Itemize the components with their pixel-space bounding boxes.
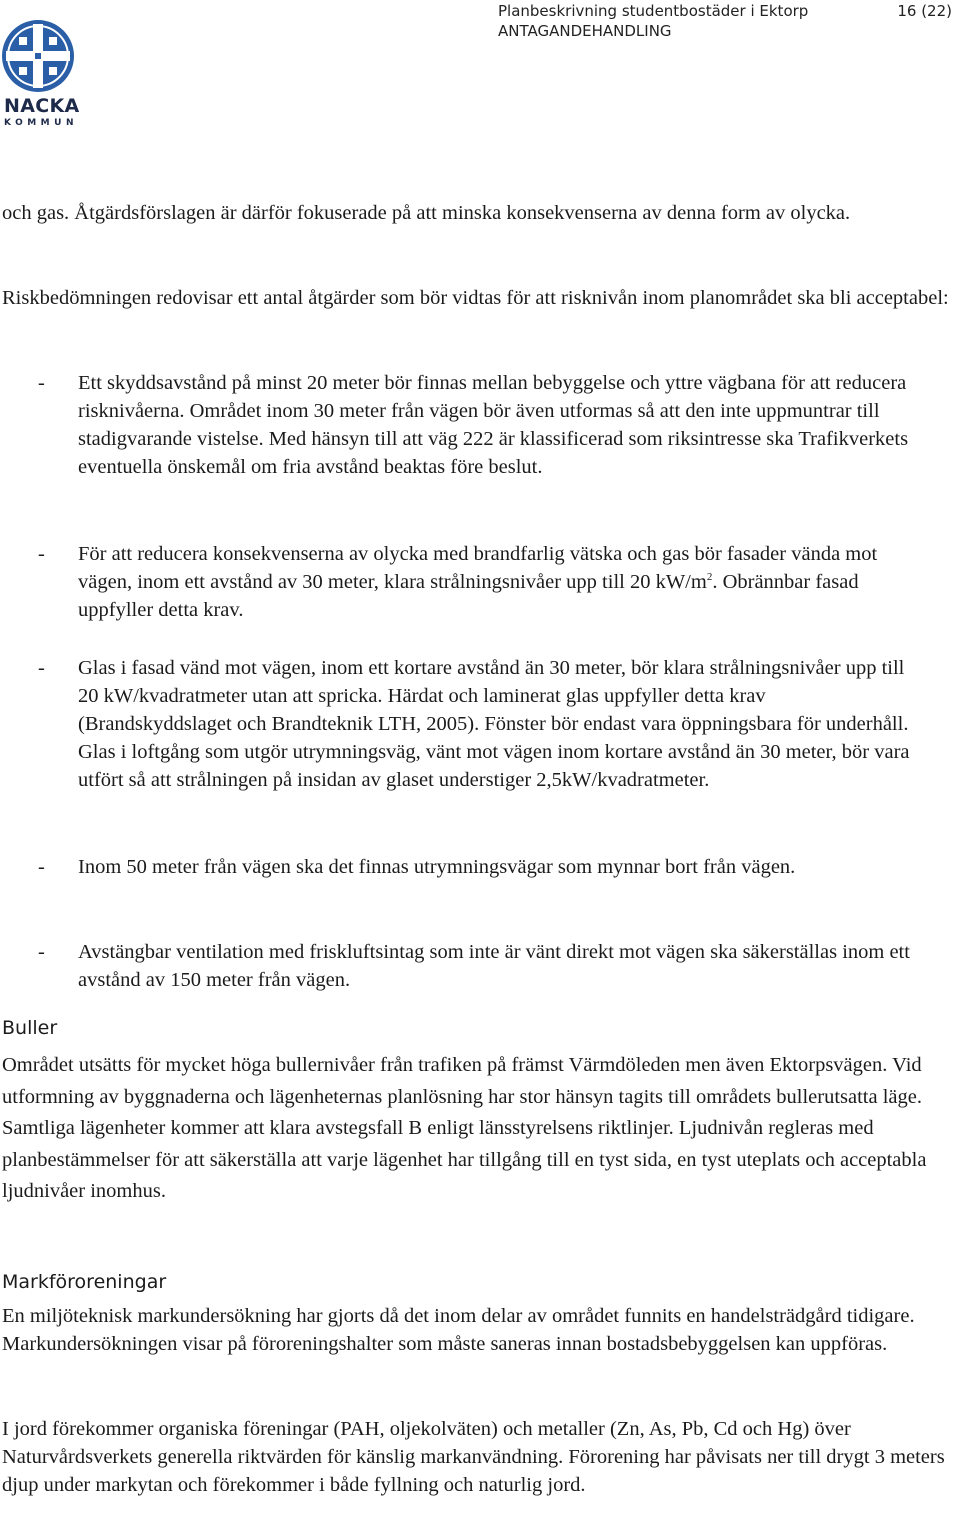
logo-name: NACKA <box>4 95 80 117</box>
list-item-text: Inom 50 meter från vägen ska det finnas utrymningsvägar som mynnar bort från vägen. <box>78 856 796 878</box>
buller-paragraph: Området utsätts för mycket höga bullernivåer från trafiken på främst Värmdöleden men även Ektorpsvägen. Vid utformning av byggnaderna och lägenheternas planlösning har stor hänsyn tagits till områdets bullerutsatta läge. Samtliga lägenheter kommer att klara avstegsfall B enligt länsstyrelsens riktlinjer. Ljudnivån regleras med planbestämmelser för att säkerställa att varje lägenhet har tillgång till en tyst sida, en tyst uteplats och acceptabla ljudnivåer inomhus. <box>2 1054 927 1202</box>
list-item-text <box>78 540 918 624</box>
section-heading-markfororeningar: Markföroreningar <box>2 1271 167 1293</box>
list-dash: - <box>38 856 45 878</box>
markfororeningar-paragraph-2: I jord förekommer organiska föreningar (PAH, oljekolväten) och metaller (Zn, As, Pb, Cd och Hg) över Naturvårdsverkets generella riktvärden för känslig markanvändning. Förorening har påvisats ner till drygt 3 meters djup under markytan och förekommer i både fyllning och naturlig jord. <box>2 1418 945 1496</box>
logo-subtitle: KOMMUN <box>4 118 78 128</box>
list-dash: - <box>38 543 45 565</box>
document-title: Planbeskrivning studentbostäder i Ektorp <box>498 2 809 20</box>
list-item-text-tail: . Obrännbar fasad uppfyller detta krav. <box>78 571 859 621</box>
document-status: ANTAGANDEHANDLING <box>498 22 672 40</box>
list-item-text: Avstängbar ventilation med friskluftsintag som inte är vänt direkt mot vägen ska säkerställas inom ett avstånd av 150 meter från vägen. <box>78 941 910 991</box>
intro-paragraph: och gas. Åtgärdsförslagen är därför fokuserade på att minska konsekvenserna av denna form av olycka. <box>2 202 851 224</box>
section-heading-buller: Buller <box>2 1017 58 1039</box>
page-number: 16 (22) <box>897 2 952 20</box>
markfororeningar-paragraph-1: En miljöteknisk markundersökning har gjorts då det inom delar av området funnits en handelsträdgård tidigare. Markundersökningen visar på föroreningshalter som måste saneras innan bostadsbebyggelsen kan uppföras. <box>2 1305 915 1355</box>
nacka-kommun-logo <box>0 18 80 126</box>
list-item-text: Glas i fasad vänd mot vägen, inom ett kortare avstånd än 30 meter, bör klara strålningsnivåer upp till 20 kW/kvadratmeter utan att spricka. Härdat och laminerat glas uppfyller detta krav (Brandskyddslaget och Brandteknik LTH, 2005). Fönster bör endast vara öppningsbara för underhåll. Glas i loftgång som utgör utrymningsväg, vänt mot vägen inom kortare avstånd än 30 meter, bör vara utfört så att strålningen på insidan av glaset understiger 2,5kW/kvadratmeter. <box>78 657 910 791</box>
list-item-text-main: För att reducera konsekvenserna av olycka med brandfarlig vätska och gas bör fasader vända mot vägen, inom ett avstånd av 30 meter, klara strålningsnivåer upp till 20 kW/m <box>78 543 878 593</box>
list-dash: - <box>38 941 45 963</box>
list-item-text: Ett skyddsavstånd på minst 20 meter bör finnas mellan bebyggelse och yttre vägbana för att reducera risknivåerna. Området inom 30 meter från vägen bör även utformas så att den inte uppmuntrar till stadigvarande vistelse. Med hänsyn till att väg 222 är klassificerad som riksintresse ska Trafikverkets eventuella önskemål om fria avstånd beaktas före beslut. <box>78 372 909 478</box>
superscript: 2 <box>706 571 713 584</box>
list-dash: - <box>38 657 45 679</box>
list-dash: - <box>38 372 45 394</box>
risk-intro-paragraph: Riskbedömningen redovisar ett antal åtgärder som bör vidtas för att risknivån inom planområdet ska bli acceptabel: <box>2 287 949 309</box>
nacka-emblem-icon <box>0 18 76 94</box>
